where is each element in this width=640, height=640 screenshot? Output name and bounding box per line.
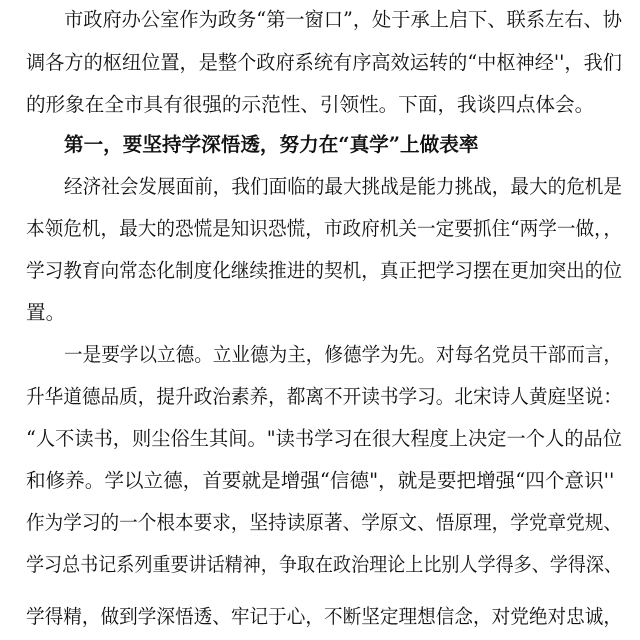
paragraph-1-line-1: 市政府办公室作为政务“第一窗口”，处于承上启下、联系左右、协 [64, 8, 622, 31]
section-heading: 第一，要坚持学深悟透，努力在“真学”上做表率 [64, 133, 479, 156]
paragraph-1-line-2: 调各方的枢纽位置，是整个政府系统有序高效运转的“中枢神经''，我们 [26, 51, 622, 74]
paragraph-3-line-2: 升华道德品质，提升政治素养，都离不开读书学习。北宋诗人黄庭坚说： [26, 385, 622, 408]
paragraph-2-line-2: 本领危机，最大的恐慌是知识恐慌，市政府机关一定要抓住“两学一做，， [26, 217, 622, 240]
paragraph-3-line-6: 学习总书记系列重要讲话精神，争取在政治理论上比别人学得多、学得深、 [26, 553, 622, 576]
paragraph-3-line-1: 一是要学以立德。立业德为主，修德学为先。对每名党员干部而言， [64, 343, 622, 366]
paragraph-3-line-5: 作为学习的一个根本要求，坚持读原著、学原文、悟原理，学党章党规、 [26, 511, 622, 534]
paragraph-1-line-3: 的形象在全市具有很强的示范性、引领性。下面，我谈四点体会。 [26, 93, 595, 116]
paragraph-2-line-1: 经济社会发展面前，我们面临的最大挑战是能力挑战，最大的危机是 [64, 175, 622, 198]
paragraph-3-line-3: “人不读书，则尘俗生其间。"读书学习在很大程度上决定一个人的品位 [26, 427, 622, 450]
paragraph-2-line-4: 置。 [26, 301, 66, 324]
paragraph-3-line-4: 和修养。学以立德，首要就是增强“信德"，就是要把增强“四个意识'' [26, 469, 615, 492]
paragraph-3-line-7: 学得精，做到学深悟透、牢记于心，不断坚定理想信念，对党绝对忠诚， [26, 605, 622, 628]
paragraph-2-line-3: 学习教育向常态化制度化继续推进的契机，真正把学习摆在更加突出的位 [26, 259, 622, 282]
